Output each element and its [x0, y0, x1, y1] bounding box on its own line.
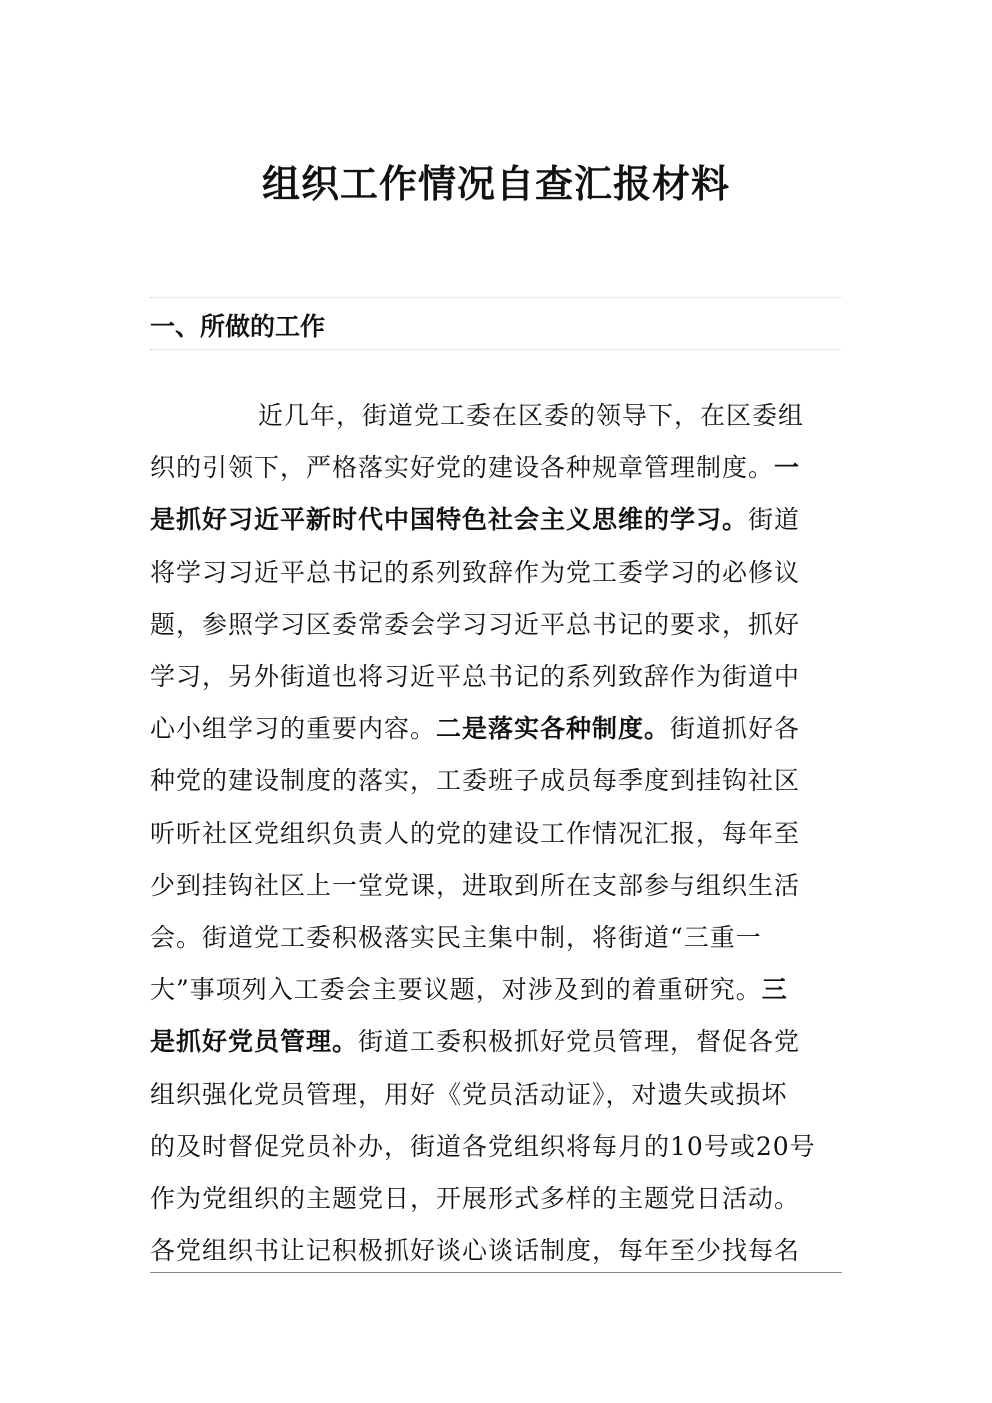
body-line	[258, 398, 804, 434]
text-run: 街道工委积极抓好党员管理，督促各党	[358, 1027, 801, 1057]
body-line	[150, 972, 788, 1008]
body-line	[150, 1129, 816, 1165]
body-line	[150, 555, 800, 591]
text-run: 组织强化党员管理，用好《党员活动证》，对遗失或损坏	[150, 1079, 788, 1109]
text-run: 学习，另外街道也将习近平总书记的系列致辞作为街道中	[150, 662, 801, 691]
text-run: 街道抓好各	[670, 714, 801, 744]
text-run: 少到挂钩社区上一堂党课，进取到所在支部参与组织生活	[150, 870, 801, 900]
body-line	[150, 1181, 800, 1217]
body-line	[150, 607, 800, 643]
body-line	[150, 502, 800, 538]
text-run: 近几年，街道党工委在区委的领导下，在区委组	[258, 401, 805, 430]
text-run: 心小组学习的重要内容。	[150, 714, 437, 744]
text-run: 大”事项列入工委会主要议题，对涉及到的着重研究。	[150, 975, 762, 1005]
body-line	[150, 659, 800, 695]
text-run: 作为党组织的主题党日，开展形式多样的主题党日活动。	[150, 1184, 801, 1213]
document-title: 组织工作情况自查汇报材料	[261, 161, 730, 206]
text-run: 听听社区党组织负责人的党的建设工作情况汇报，每年至	[150, 818, 801, 848]
bold-text-run: 是抓好党员管理。	[150, 1027, 359, 1057]
body-line	[150, 450, 800, 486]
text-run: 题，参照学习区委常委会学习习近平总书记的要求，抓好	[150, 609, 801, 639]
text-run: 种党的建设制度的落实，工委班子成员每季度到挂钩社区	[150, 766, 801, 796]
body-line	[150, 816, 800, 852]
body-line	[150, 1077, 788, 1113]
divider	[150, 297, 842, 298]
bold-text-run: 是抓好习近平新时代中国特色社会主义思维的学习。	[150, 505, 749, 535]
bold-text-run: 三	[761, 975, 788, 1005]
text-run: 将学习习近平总书记的系列致辞作为党工委学习的必修议	[150, 557, 801, 587]
body-line	[150, 868, 800, 904]
text-run: 织的引领下，严格落实好党的建设各种规章管理制度。	[150, 453, 775, 483]
body-line	[150, 1024, 800, 1060]
text-run: 会。街道党工委积极落实民主集中制，将街道“三重一	[150, 923, 762, 952]
text-run: 街道	[748, 505, 801, 535]
text-run: 的及时督促党员补办，街道各党组织将每月的10号或20号	[150, 1131, 816, 1161]
page-bottom-rule	[150, 1272, 842, 1273]
bold-text-run: 一	[774, 453, 801, 483]
text-run: 各党组织书让记积极抓好谈心谈话制度，每年至少找每名	[150, 1236, 801, 1266]
divider	[150, 349, 842, 350]
body-line	[150, 1233, 800, 1269]
body-line	[150, 711, 800, 747]
section-heading: 一、所做的工作	[150, 312, 326, 341]
bold-text-run: 二是落实各种制度。	[436, 714, 671, 744]
body-line	[150, 920, 762, 956]
body-line	[150, 763, 800, 799]
